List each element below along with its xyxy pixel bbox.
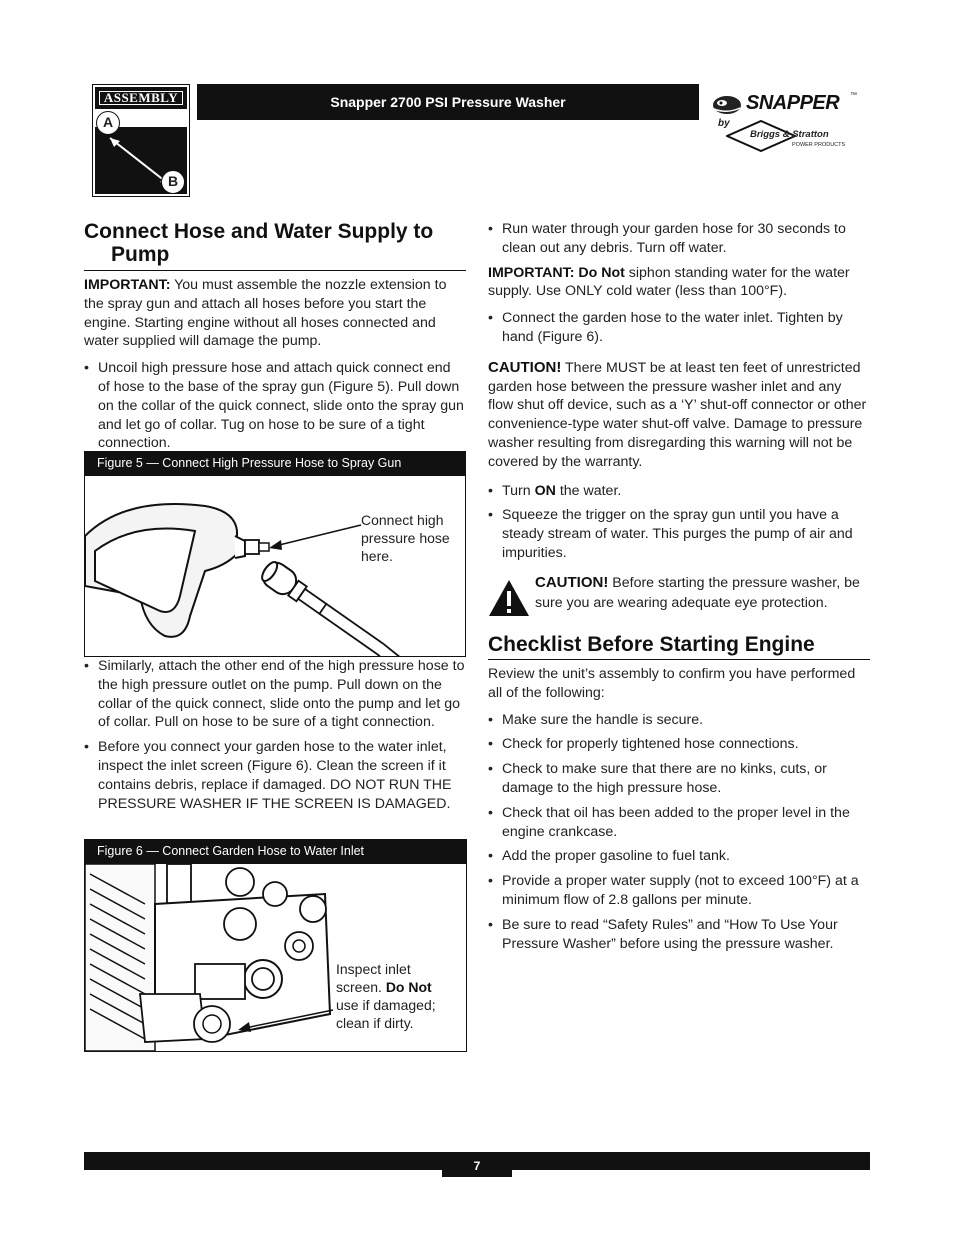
list-item: • Provide a proper water supply (not to exceed 100°F) at a minimum flow of 2.8 gallons per minute. xyxy=(488,872,870,910)
steps-list-1 xyxy=(84,359,466,453)
list-item: • Be sure to read “Safety Rules” and “How To Use Your Pressure Washer” before using the pressure washer. xyxy=(488,916,870,954)
figure-6 xyxy=(84,839,467,1052)
on-emphasis: ON xyxy=(534,482,556,499)
list-item: • Similarly, attach the other end of the high pressure hose to the high pressure outlet on the pump. Pull down on the collar of the quick connect, slide onto the pump and let go of collar. Pull on hose to be sure of a tight connection. xyxy=(84,657,466,732)
figure-5-illustration xyxy=(84,475,466,657)
checklist-heading: Checklist Before Starting Engine xyxy=(488,633,870,660)
checklist xyxy=(488,711,870,954)
point-a-marker: A xyxy=(96,111,120,135)
snapper-logo xyxy=(706,88,866,158)
brand-name: SNAPPER xyxy=(746,92,840,114)
figure-6-illustration xyxy=(84,863,467,1052)
caution-note xyxy=(488,359,870,472)
brand-parent-sub: POWER PRODUCTS xyxy=(792,142,846,148)
figure-5-caption: Figure 5 — Connect High Pressure Hose to Spray Gun xyxy=(84,451,466,475)
right-column xyxy=(488,220,870,569)
list-item: • Check that oil has been added to the proper level in the engine crankcase. xyxy=(488,804,870,842)
left-column xyxy=(84,220,466,459)
trademark: ™ xyxy=(850,92,857,99)
steps-list-5 xyxy=(488,482,870,563)
document-title-bar: Snapper 2700 PSI Pressure Washer xyxy=(197,84,699,120)
caution-label: CAUTION! xyxy=(535,574,609,591)
left-column-continued xyxy=(84,657,466,819)
important-note xyxy=(84,276,466,351)
important-text: siphon standing water for the water supply. Use ONLY cold water (less than 100°F). xyxy=(488,264,850,300)
list-item: • Connect the garden hose to the water inlet. Tighten by hand (Figure 6). xyxy=(488,309,870,347)
list-item: • Check for properly tightened hose connections. xyxy=(488,735,870,754)
list-item: • Turn ON the water. xyxy=(488,482,870,501)
important-label: IMPORTANT: Do Not xyxy=(488,264,625,281)
figure-6-callout xyxy=(336,960,454,1032)
callout-text: use if damaged; clean if dirty. xyxy=(336,997,436,1031)
list-item: • Squeeze the trigger on the spray gun until you have a steady stream of water. This purges the pump of air and impurities. xyxy=(488,506,870,562)
turtle-mascot-icon xyxy=(710,92,746,116)
caution-text: There MUST be at least ten feet of unrestricted garden hose between the pressure washer inlet and any flow shut off device, such as a ‘Y’ shut-off connector or other convenience-type water shut-off valve. Damage to pressure washer resulting from disregarding this warning will not be covered by the warranty. xyxy=(488,359,867,470)
callout-text: Inspect inlet screen. xyxy=(336,961,411,995)
spray-gun-illustration xyxy=(85,476,465,656)
page-number: 7 xyxy=(442,1152,512,1177)
steps-list-3 xyxy=(488,220,870,258)
important-note xyxy=(488,264,870,302)
caution-text: Before starting the pressure washer, be sure you are wearing adequate eye protection. xyxy=(535,575,860,611)
callout-bold: Do Not xyxy=(385,979,432,995)
section-heading xyxy=(84,220,466,271)
brand-by: by xyxy=(718,118,730,129)
figure-5 xyxy=(84,451,466,657)
steps-list-4 xyxy=(488,309,870,347)
figure-6-caption: Figure 6 — Connect Garden Hose to Water Inlet xyxy=(84,839,467,863)
list-item: • Check to make sure that there are no kinks, cuts, or damage to the high pressure hose. xyxy=(488,760,870,798)
list-item: • Make sure the handle is secure. xyxy=(488,711,870,730)
brand-parent: Briggs & Stratton xyxy=(750,129,829,140)
section-heading-text: Connect Hose and Water Supply to Pump xyxy=(84,220,434,266)
list-item: • Before you connect your garden hose to the water inlet, inspect the inlet screen (Figure 6). Clean the screen if it contains debris, replace if damaged. DO NOT RUN THE PRESSURE WASHER IF THE SCREEN IS DAMAGED. xyxy=(84,738,466,813)
caution-note xyxy=(535,573,870,613)
caution-label: CAUTION! xyxy=(488,358,562,376)
list-item: • Add the proper gasoline to fuel tank. xyxy=(488,847,870,866)
list-item: • Run water through your garden hose for 30 seconds to clean out any debris. Turn off water. xyxy=(488,220,870,258)
assembly-label: ASSEMBLY xyxy=(99,91,183,105)
checklist-section xyxy=(488,633,870,959)
warning-icon xyxy=(488,579,530,617)
point-b-marker: B xyxy=(161,170,185,194)
important-label: IMPORTANT: xyxy=(84,277,171,293)
list-item: • Uncoil high pressure hose and attach quick connect end of hose to the base of the spray gun (Figure 5). Pull down on the collar of the quick connect, slide onto the spray gun and let go of collar. Tug on hose to be sure of a tight connection. xyxy=(84,359,466,453)
important-text: You must assemble the nozzle extension to the spray gun and attach all hoses before you start the engine. Starting engine without all hoses connected and water supplied will damage the pump. xyxy=(84,277,447,350)
assembly-section-badge xyxy=(92,84,190,197)
steps-list-2 xyxy=(84,657,466,813)
checklist-intro: Review the unit’s assembly to confirm you have performed all of the following: xyxy=(488,666,856,701)
figure-5-callout: Connect high pressure hose here. xyxy=(361,512,450,564)
